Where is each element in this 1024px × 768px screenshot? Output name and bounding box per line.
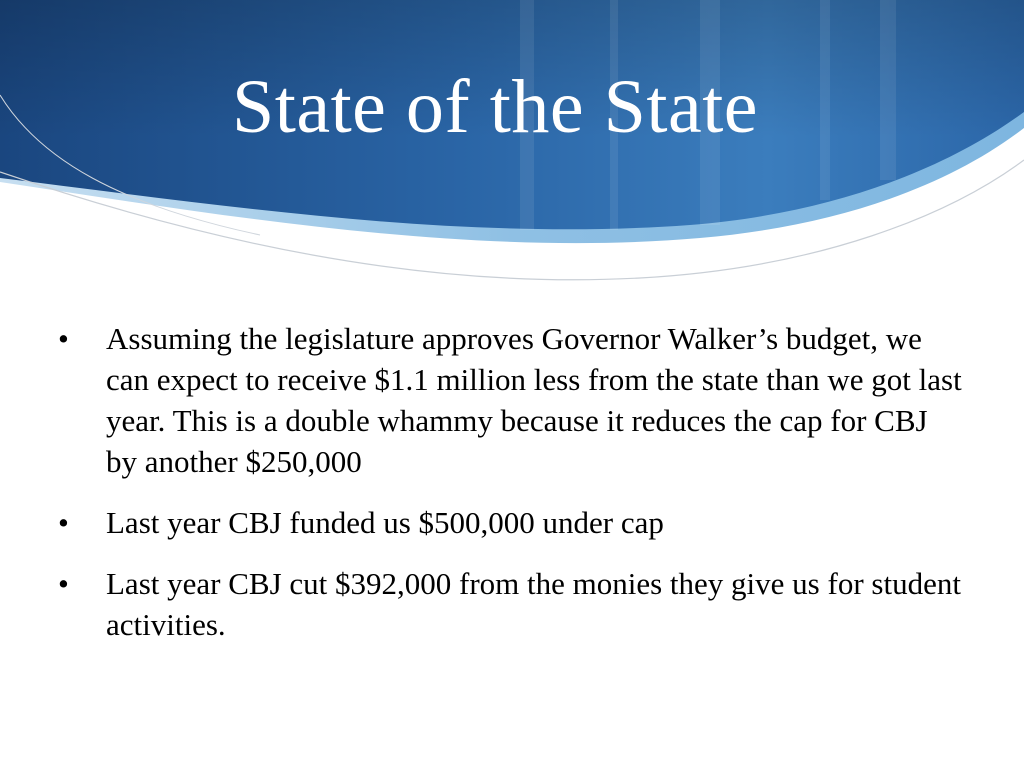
slide-title: State of the State <box>231 65 759 149</box>
bullet-symbol: • <box>58 505 69 540</box>
bullet-symbol: • <box>58 321 69 356</box>
bullet-text: Last year CBJ cut $392,000 from the monies they give us for student activities. <box>106 566 961 642</box>
bullet-list <box>56 318 966 665</box>
bullet-symbol: • <box>58 566 69 601</box>
list-item <box>56 502 966 543</box>
list-item <box>56 318 966 482</box>
list-item <box>56 563 966 645</box>
bullet-text: Assuming the legislature approves Governor Walker’s budget, we can expect to receive $1.1 million less from the state than we got last year. This is a double whammy because it reduces the cap for CBJ by another $250,000 <box>106 321 962 479</box>
bullet-text: Last year CBJ funded us $500,000 under cap <box>106 505 664 540</box>
